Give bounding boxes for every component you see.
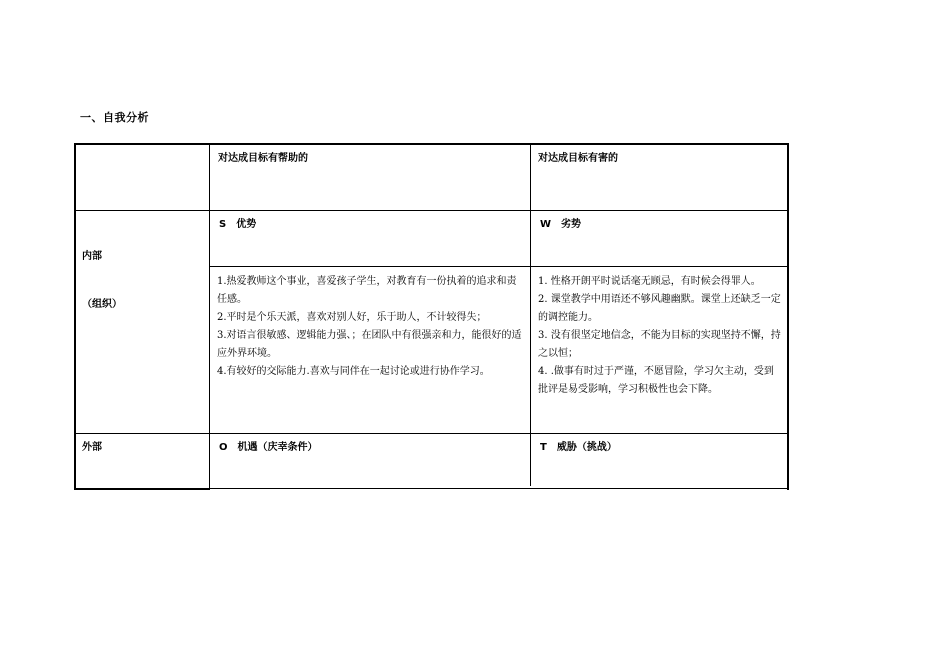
row-divider-external [75, 433, 788, 434]
list-item: 2. 课堂教学中用语还不够风趣幽默。课堂上还缺乏一定的调控能力。 [538, 294, 781, 323]
strengths-title: S 优势 [219, 219, 257, 230]
list-item: 4.有较好的交际能力.喜欢与同伴在一起讨论或进行协作学习。 [217, 366, 490, 377]
internal-label-line1: 内部 [82, 251, 102, 262]
list-item: 2.平时是个乐天派，喜欢对别人好，乐于助人，不计较得失； [217, 312, 487, 323]
list-item: 1.热爱教师这个事业，喜爱孩子学生，对教育有一份执着的追求和责任感。 [217, 276, 517, 305]
weaknesses-title: W 劣势 [540, 219, 582, 230]
row-divider-header [75, 210, 788, 211]
table-border-bottom-right [209, 488, 789, 489]
list-item: 4. .做事有时过于严谨，不愿冒险，学习欠主动，受到批评是易受影响，学习积极性也会下降。 [538, 366, 774, 395]
header-helpful: 对达成目标有帮助的 [218, 153, 308, 164]
row-divider-sw-title [209, 266, 788, 267]
threats-title: T 威胁（挑战） [540, 442, 617, 453]
col-divider-2 [530, 144, 531, 486]
table-border-bottom-left [74, 488, 210, 490]
internal-label-line2: （组织） [82, 299, 122, 310]
section-title: 一、自我分析 [80, 111, 149, 124]
table-border-left [74, 143, 76, 490]
strengths-list [217, 273, 525, 381]
external-label: 外部 [82, 442, 102, 453]
header-harmful: 对达成目标有害的 [538, 153, 618, 164]
col-divider-1 [209, 144, 210, 490]
table-border-top [74, 143, 789, 145]
list-item: 1. 性格开朗平时说话毫无顾忌，有时候会得罪人。 [538, 276, 761, 287]
weaknesses-list [538, 273, 782, 399]
opportunities-title: O 机遇（庆幸条件） [219, 442, 318, 453]
table-border-right [787, 143, 789, 490]
list-item: 3.对语言很敏感、逻辑能力强、；在团队中有很强亲和力，能很好的适应外界环境。 [217, 330, 522, 359]
internal-label [82, 217, 122, 329]
list-item: 3. 没有很坚定地信念，不能为目标的实现坚持不懈，持之以恒； [538, 330, 781, 359]
